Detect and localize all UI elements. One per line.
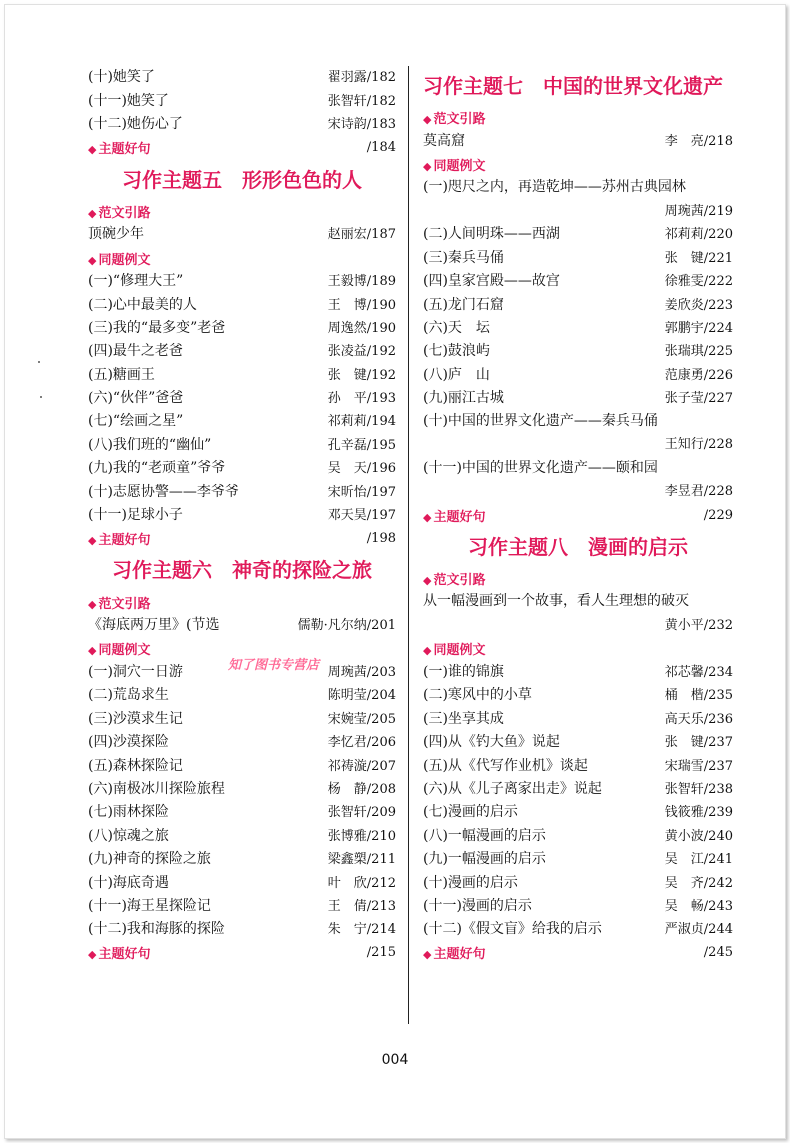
entry-author-page: 周琬茜/203 — [327, 664, 396, 680]
toc-entry[interactable] — [88, 614, 396, 637]
entry-title: (三)秦兵马俑 — [423, 249, 504, 266]
section-page: /184 — [366, 140, 396, 156]
toc-entry[interactable] — [88, 824, 396, 847]
section-label: 主题好句 — [98, 533, 151, 549]
section-label-group — [423, 569, 485, 588]
section-label: 主题好句 — [98, 142, 151, 158]
section-label: 主题好句 — [433, 947, 486, 963]
toc-entry[interactable] — [423, 457, 733, 504]
entry-author-page: 桶 楷/235 — [664, 688, 733, 704]
toc-entry[interactable] — [88, 707, 396, 730]
toc-entry[interactable] — [423, 293, 733, 316]
entry-author-page: 黄小波/240 — [664, 828, 733, 844]
entry-author-page: 张 键/237 — [664, 735, 733, 751]
entry-title: (六)从《儿子离家出走》说起 — [423, 780, 602, 797]
toc-entry[interactable] — [88, 363, 396, 386]
toc-entry[interactable] — [423, 848, 733, 871]
entry-title: (二)人间明珠——西湖 — [423, 226, 560, 243]
toc-entry[interactable] — [423, 129, 733, 152]
entry-title: (四)从《钓大鱼》说起 — [423, 734, 560, 751]
diamond-icon: ◆ — [423, 159, 432, 173]
scan-speck — [40, 396, 42, 398]
toc-entry[interactable] — [88, 457, 396, 480]
section-label-group — [88, 593, 150, 612]
entry-author-page: 周逸然/190 — [327, 320, 396, 336]
toc-entry[interactable] — [423, 754, 733, 777]
toc-entry[interactable] — [423, 684, 733, 707]
section-heading — [88, 941, 396, 964]
entry-title: (八)庐 山 — [423, 366, 490, 383]
entry-title: (六)天 坛 — [423, 319, 490, 336]
entry-author-page: 张凌益/192 — [327, 344, 396, 360]
entry-title: (十)中国的世界文化遗产——秦兵马俑 — [423, 413, 658, 430]
entry-author-page: 宋瑞雪/237 — [664, 758, 733, 774]
toc-entry[interactable] — [88, 89, 396, 112]
entry-title: (七)鼓浪屿 — [423, 343, 490, 360]
entry-title: (九)丽江古城 — [423, 390, 504, 407]
entry-author-page: 吴 天/196 — [327, 461, 396, 477]
entry-title: (八)我们班的“幽仙” — [88, 436, 212, 453]
entry-author-page: 祁芯馨/234 — [664, 664, 733, 680]
toc-entry[interactable] — [88, 848, 396, 871]
entry-author-page: 徐雅雯/222 — [664, 274, 733, 290]
entry-author-page: 张智轩/182 — [327, 93, 396, 109]
entry-author-page: 李昱君/228 — [664, 484, 733, 500]
entry-title: (九)我的“老顽童”爷爷 — [88, 460, 226, 477]
section-heading — [88, 136, 396, 159]
entry-title: (三)坐享其成 — [423, 710, 504, 727]
entry-author-page: 朱 宁/214 — [327, 922, 396, 938]
diamond-icon: ◆ — [88, 644, 97, 658]
toc-entry[interactable] — [88, 778, 396, 801]
section-label: 同题例文 — [433, 158, 486, 174]
entry-title: (一)谁的锦旗 — [423, 663, 504, 680]
entry-title: 从一幅漫画到一个故事，看人生理想的破灭 — [423, 593, 689, 610]
entry-title: (一)咫尺之内，再造乾坤——苏州古典园林 — [423, 179, 686, 196]
section-heading — [423, 637, 733, 660]
section-label-group — [88, 249, 150, 268]
section-heading — [423, 504, 733, 527]
entry-title: (三)沙漠求生记 — [88, 710, 183, 727]
entry-title: (十)漫画的启示 — [423, 874, 518, 891]
entry-author-page: 孔辛磊/195 — [327, 437, 396, 453]
section-label-group — [423, 943, 485, 962]
entry-title: (三)我的“最多变”老爸 — [88, 319, 226, 336]
toc-entry[interactable] — [88, 918, 396, 941]
entry-author-page: 宋昕怡/197 — [327, 484, 396, 500]
entry-title: (七)漫画的启示 — [423, 804, 518, 821]
toc-entry[interactable] — [88, 433, 396, 456]
entry-title: 莫高窟 — [423, 132, 465, 149]
entry-author-page: 范康勇/226 — [664, 367, 733, 383]
entry-author-page: 孙 平/193 — [327, 391, 396, 407]
diamond-icon: ◆ — [88, 534, 97, 548]
toc-entry[interactable] — [423, 801, 733, 824]
toc-entry[interactable] — [88, 684, 396, 707]
section-label-group — [423, 155, 485, 174]
toc-entry[interactable] — [88, 317, 396, 340]
entry-title: (五)从《代写作业机》谈起 — [423, 757, 588, 774]
section-label-group — [423, 639, 485, 658]
page-number: 004 — [381, 1052, 409, 1068]
entry-title: (六)“伙伴”爸爸 — [88, 390, 184, 407]
entry-author-page: 姜欣炎/223 — [664, 297, 733, 313]
entry-author-page: 王 倩/213 — [327, 898, 396, 914]
section-label: 范文引路 — [433, 573, 486, 589]
entry-title: 《海底两万里》(节选 — [88, 617, 220, 634]
entry-title: (十一)足球小子 — [88, 507, 183, 524]
entry-author-page: 张博雅/210 — [327, 828, 396, 844]
section-page: /198 — [366, 531, 396, 547]
entry-title: (二)寒风中的小草 — [423, 687, 532, 704]
section-heading — [88, 527, 396, 550]
entry-author-page: 吴 江/241 — [664, 852, 733, 868]
toc-entry[interactable] — [88, 504, 396, 527]
section-heading — [423, 106, 733, 129]
entry-title: (十一)漫画的启示 — [423, 897, 532, 914]
entry-title: (十一)中国的世界文化遗产——颐和园 — [423, 459, 658, 476]
diamond-icon: ◆ — [423, 574, 432, 588]
entry-title: (四)皇家宫殿——故宫 — [423, 273, 560, 290]
toc-entry[interactable] — [88, 223, 396, 246]
toc-entry[interactable] — [88, 801, 396, 824]
entry-author-page: 吴 齐/242 — [664, 875, 733, 891]
entry-author-page: 张智轩/238 — [664, 781, 733, 797]
entry-title: (七)“绘画之星” — [88, 413, 184, 430]
toc-entry[interactable] — [88, 754, 396, 777]
entry-title: (十)志愿协警——李爷爷 — [88, 483, 239, 500]
entry-author-page: 祁莉莉/220 — [664, 227, 733, 243]
section-heading — [423, 567, 733, 590]
entry-author-page: 梁鑫槊/211 — [327, 852, 396, 868]
entry-title: (十一)海王星探险记 — [88, 897, 211, 914]
section-label-group — [423, 506, 485, 525]
section-label: 范文引路 — [98, 596, 151, 612]
toc-entry[interactable] — [88, 113, 396, 136]
theme-heading: 习作主题八 漫画的启示 — [468, 535, 688, 560]
toc-entry[interactable] — [88, 731, 396, 754]
entry-author-page: 张智轩/209 — [327, 805, 396, 821]
entry-author-page: 王知行/228 — [664, 437, 733, 453]
diamond-icon: ◆ — [423, 113, 432, 127]
entry-author-page: 赵丽宏/187 — [327, 227, 396, 243]
section-page: /215 — [366, 945, 396, 961]
entry-title: (十)海底奇遇 — [88, 874, 169, 891]
toc-entry[interactable] — [423, 824, 733, 847]
entry-author-page: 高天乐/236 — [664, 711, 733, 727]
entry-author-page: 翟羽露/182 — [327, 70, 396, 86]
entry-title: (四)最牛之老爸 — [88, 343, 183, 360]
toc-entry[interactable] — [423, 223, 733, 246]
section-label: 范文引路 — [98, 205, 151, 221]
diamond-icon: ◆ — [88, 206, 97, 220]
section-label-group — [88, 529, 150, 548]
toc-entry[interactable] — [88, 293, 396, 316]
entry-title: (七)雨林探险 — [88, 804, 169, 821]
section-page: /245 — [703, 945, 733, 961]
diamond-icon: ◆ — [423, 948, 432, 962]
toc-entry[interactable] — [423, 731, 733, 754]
section-label: 同题例文 — [98, 252, 151, 268]
entry-title: (五)糖画王 — [88, 366, 155, 383]
section-heading — [88, 200, 396, 223]
toc-entry[interactable] — [88, 66, 396, 89]
theme-heading: 习作主题七 中国的世界文化遗产 — [423, 74, 723, 98]
section-label-group — [423, 108, 485, 127]
entry-author-page: 邓天昊/197 — [327, 508, 396, 524]
entry-title: (十)她笑了 — [88, 69, 155, 86]
entry-author-page: 严淑贞/244 — [664, 922, 733, 938]
entry-author-page: 李忆君/206 — [327, 735, 396, 751]
entry-author-page: 祁莉莉/194 — [327, 414, 396, 430]
toc-entry[interactable] — [423, 270, 733, 293]
section-heading — [423, 941, 733, 964]
entry-title: (一)“修理大王” — [88, 273, 184, 290]
section-label-group — [88, 202, 150, 221]
toc-entry[interactable] — [88, 340, 396, 363]
toc-entry[interactable] — [88, 895, 396, 918]
entry-title: (四)沙漠探险 — [88, 734, 169, 751]
entry-title: (十二)我和海豚的探险 — [88, 921, 225, 938]
entry-author-page: 宋婉莹/205 — [327, 711, 396, 727]
section-label: 同题例文 — [433, 643, 486, 659]
toc-entry[interactable] — [88, 387, 396, 410]
toc-entry[interactable] — [88, 410, 396, 433]
watermark: 知了图书专营店 — [228, 658, 320, 673]
toc-entry[interactable] — [423, 590, 733, 637]
entry-title: (九)神奇的探险之旅 — [88, 851, 211, 868]
toc-entry[interactable] — [423, 918, 733, 941]
section-label: 同题例文 — [98, 643, 151, 659]
column-divider — [408, 66, 409, 1024]
section-label: 主题好句 — [433, 509, 486, 525]
entry-title: (一)洞穴一日游 — [88, 663, 183, 680]
toc-entry[interactable] — [88, 871, 396, 894]
section-heading — [423, 153, 733, 176]
theme-heading: 习作主题五 形形色色的人 — [122, 167, 362, 192]
entry-title: (十二)《假文盲》给我的启示 — [423, 921, 602, 938]
entry-title: (九)一幅漫画的启示 — [423, 851, 546, 868]
entry-title: 顶碗少年 — [88, 226, 144, 243]
toc-entry[interactable] — [423, 871, 733, 894]
entry-author-page: 郭鹏宇/224 — [664, 320, 733, 336]
toc-entry[interactable] — [88, 480, 396, 503]
theme-heading: 习作主题六 神奇的探险之旅 — [112, 558, 372, 583]
section-label-group — [88, 639, 150, 658]
entry-author-page: 宋诗韵/183 — [327, 117, 396, 133]
diamond-icon: ◆ — [423, 510, 432, 524]
section-label: 主题好句 — [98, 947, 151, 963]
entry-title: (六)南极冰川探险旅程 — [88, 780, 225, 797]
diamond-icon: ◆ — [88, 948, 97, 962]
entry-title: (二)心中最美的人 — [88, 296, 197, 313]
toc-entry[interactable] — [88, 270, 396, 293]
entry-title: (五)森林探险记 — [88, 757, 183, 774]
entry-title: (十一)她笑了 — [88, 92, 169, 109]
scan-speck — [38, 361, 40, 363]
entry-author-page: 张子莹/227 — [664, 391, 733, 407]
section-label-group — [88, 138, 150, 157]
toc-entry[interactable] — [423, 895, 733, 918]
diamond-icon: ◆ — [88, 597, 97, 611]
entry-author-page: 王毅博/189 — [327, 274, 396, 290]
toc-entry[interactable] — [423, 317, 733, 340]
entry-author-page: 张瑞琪/225 — [664, 344, 733, 360]
entry-author-page: 叶 欣/212 — [327, 875, 396, 891]
entry-title: (八)一幅漫画的启示 — [423, 827, 546, 844]
toc-entry[interactable] — [423, 410, 733, 457]
toc-entry[interactable] — [423, 387, 733, 410]
entry-author-page: 张 键/192 — [327, 367, 396, 383]
entry-author-page: 祁祷漩/207 — [327, 758, 396, 774]
entry-author-page: 李 亮/218 — [664, 133, 733, 149]
toc-entry[interactable] — [423, 340, 733, 363]
diamond-icon: ◆ — [88, 253, 97, 267]
diamond-icon: ◆ — [88, 143, 97, 157]
toc-entry[interactable] — [423, 707, 733, 730]
entry-author-page: 王 博/190 — [327, 297, 396, 313]
toc-column-left — [88, 66, 396, 965]
section-page: /229 — [703, 507, 733, 523]
section-label: 范文引路 — [433, 112, 486, 128]
toc-column-right — [423, 66, 733, 965]
entry-author-page: 黄小平/232 — [664, 617, 733, 633]
entry-author-page: 陈明莹/204 — [327, 688, 396, 704]
toc-entry[interactable] — [423, 176, 733, 223]
entry-title: (八)惊魂之旅 — [88, 827, 169, 844]
toc-entry[interactable] — [423, 661, 733, 684]
entry-title: (五)龙门石窟 — [423, 296, 504, 313]
toc-entry[interactable] — [423, 363, 733, 386]
entry-title: (二)荒岛求生 — [88, 687, 169, 704]
toc-entry[interactable] — [423, 246, 733, 269]
entry-author-page: 吴 畅/243 — [664, 898, 733, 914]
section-heading — [88, 246, 396, 269]
entry-author-page: 张 键/221 — [664, 250, 733, 266]
entry-author-page: 儒勒·凡尔纳/201 — [297, 618, 396, 634]
section-label-group — [88, 943, 150, 962]
toc-entry[interactable] — [423, 778, 733, 801]
diamond-icon: ◆ — [423, 644, 432, 658]
entry-author-page: 杨 静/208 — [327, 781, 396, 797]
entry-author-page: 钱筱雅/239 — [664, 805, 733, 821]
section-heading — [88, 590, 396, 613]
entry-author-page: 周琬茜/219 — [664, 203, 733, 219]
entry-title: (十二)她伤心了 — [88, 116, 183, 133]
